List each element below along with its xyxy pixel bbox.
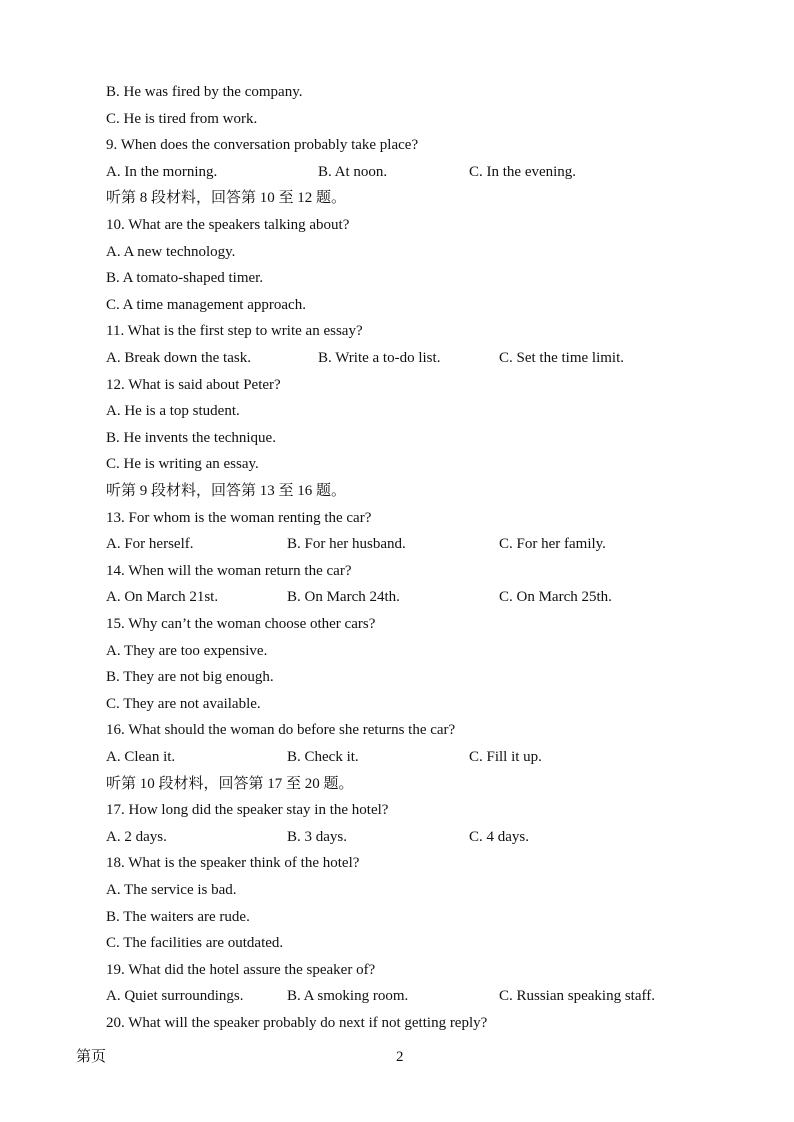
footer-page-label: 第页 <box>76 1049 107 1065</box>
answer-option: C. Set the time limit. <box>499 350 624 366</box>
text-line: 17. How long did the speaker stay in the hotel? <box>106 802 389 819</box>
answer-option: A. In the morning. <box>106 163 218 180</box>
text-line: 10. What are the speakers talking about? <box>106 217 350 233</box>
text-line: C. He is writing an essay. <box>106 456 259 473</box>
answer-option: C. In the evening. <box>469 163 577 180</box>
answer-option: C. On March 25th. <box>499 589 612 606</box>
answer-option: B. 3 days. <box>287 828 347 845</box>
text-line: B. He invents the technique. <box>106 429 276 446</box>
answer-option: A. For herself. <box>106 536 194 553</box>
answer-option: A. On March 21st. <box>106 589 219 606</box>
text-line: 听第 9 段材料，回答第 13 至 16 题。 <box>106 483 347 499</box>
answer-option: B. At noon. <box>318 163 388 180</box>
text-line: 听第 10 段材料，回答第 17 至 20 题。 <box>106 775 354 792</box>
answer-option: B. Check it. <box>287 749 359 765</box>
text-line: 9. When does the conversation probably take place? <box>106 137 419 154</box>
text-line: B. They are not big enough. <box>106 669 274 686</box>
footer-page-number: 2 <box>396 1049 404 1065</box>
answer-option: B. For her husband. <box>287 536 406 553</box>
text-line: 18. What is the speaker think of the hotel? <box>106 855 360 872</box>
answer-option: A. Break down the task. <box>106 350 251 366</box>
answer-option: C. 4 days. <box>469 828 529 845</box>
answer-option: C. Fill it up. <box>469 749 542 765</box>
text-line: B. He was fired by the company. <box>106 84 303 100</box>
answer-option: B. A smoking room. <box>287 988 409 1005</box>
text-line: 19. What did the hotel assure the speaker of? <box>106 961 376 978</box>
text-line: C. He is tired from work. <box>106 110 258 127</box>
text-line: A. They are too expensive. <box>106 642 268 659</box>
text-line: 16. What should the woman do before she returns the car? <box>106 722 456 739</box>
answer-option: A. 2 days. <box>106 828 167 845</box>
text-line: 20. What will the speaker probably do next if not getting reply? <box>106 1015 488 1031</box>
answer-option: A. Quiet surroundings. <box>106 988 244 1005</box>
answer-option: C. Russian speaking staff. <box>499 988 655 1005</box>
answer-option: B. On March 24th. <box>287 589 400 606</box>
answer-option: B. Write a to-do list. <box>318 350 441 366</box>
text-line: A. The service is bad. <box>106 882 237 898</box>
text-line: 听第 8 段材料，回答第 10 至 12 题。 <box>106 190 347 207</box>
text-line: 14. When will the woman return the car? <box>106 562 352 579</box>
answer-option: C. For her family. <box>499 536 606 553</box>
answer-option: A. Clean it. <box>106 749 176 765</box>
text-line: C. The facilities are outdated. <box>106 935 284 952</box>
text-line: B. The waiters are rude. <box>106 908 250 925</box>
text-line: 13. For whom is the woman renting the car? <box>106 509 372 526</box>
text-line: C. They are not available. <box>106 695 261 712</box>
text-line: A. He is a top student. <box>106 403 240 420</box>
text-line: C. A time management approach. <box>106 296 306 313</box>
text-line: B. A tomato-shaped timer. <box>106 270 264 287</box>
text-line: 12. What is said about Peter? <box>106 376 281 393</box>
text-line: A. A new technology. <box>106 243 236 260</box>
text-line: 11. What is the first step to write an essay? <box>106 323 363 340</box>
text-line: 15. Why can’t the woman choose other cars? <box>106 616 376 632</box>
